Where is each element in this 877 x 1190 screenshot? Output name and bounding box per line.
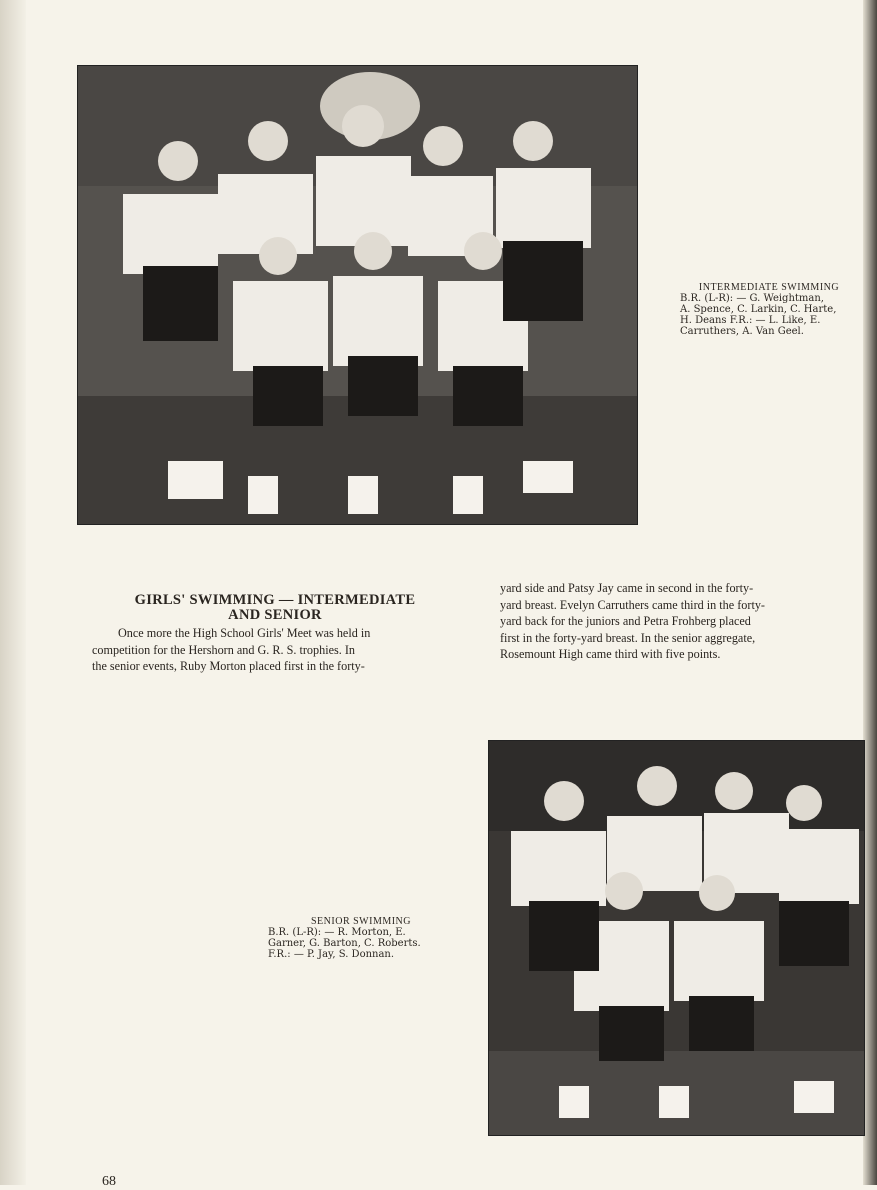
intermediate-caption-line: Carruthers, A. Van Geel. <box>680 326 804 337</box>
senior-caption-line: F.R.: — P. Jay, S. Donnan. <box>268 949 395 960</box>
intermediate-caption-line: B.R. (L-R): — G. Weightman, <box>680 293 824 304</box>
intermediate-caption-title: INTERMEDIATE SWIMMING <box>698 282 840 293</box>
article-line: competition for the Hershorn and G. R. S. trophies. In <box>92 642 356 657</box>
book-binding <box>0 0 26 1185</box>
intermediate-photo-art <box>78 66 637 524</box>
intermediate-caption-body <box>680 293 858 337</box>
headline-line-1: GIRLS' SWIMMING — INTERMEDIATE <box>134 592 416 608</box>
intermediate-caption <box>680 282 858 337</box>
article-line: yard back for the juniors and Petra Frohberg placed <box>500 614 751 628</box>
headline-line-2: AND SENIOR <box>228 607 322 623</box>
article-line: the senior events, Ruby Morton placed first in the forty- <box>92 659 365 673</box>
page-edge <box>863 0 877 1185</box>
senior-caption-body <box>268 927 454 960</box>
article-line: first in the forty-yard breast. In the senior aggregate, <box>500 630 756 645</box>
senior-caption-line: B.R. (L-R): — R. Morton, E. <box>268 927 406 938</box>
article-headline <box>100 593 450 623</box>
senior-caption-title: SENIOR SWIMMING <box>311 916 411 927</box>
senior-swimming-photo <box>488 740 865 1136</box>
intermediate-caption-line: A. Spence, C. Larkin, C. Harte, <box>680 304 837 315</box>
article-line: yard breast. Evelyn Carruthers came third in the forty- <box>500 597 765 612</box>
article-line: Rosemount High came third with five points. <box>500 647 721 661</box>
intermediate-caption-line: H. Deans F.R.: — L. Like, E. <box>680 315 821 326</box>
intermediate-swimming-photo <box>77 65 638 525</box>
page-number: 68 <box>102 1174 116 1189</box>
senior-caption-line: Garner, G. Barton, C. Roberts. <box>268 938 421 949</box>
article-right-column <box>500 580 862 663</box>
article-line: yard side and Patsy Jay came in second in the forty- <box>500 581 754 595</box>
senior-caption <box>268 916 454 960</box>
article-left-column <box>92 625 462 675</box>
senior-photo-art <box>489 741 864 1135</box>
article-line: Once more the High School Girls' Meet was held in <box>118 626 371 640</box>
